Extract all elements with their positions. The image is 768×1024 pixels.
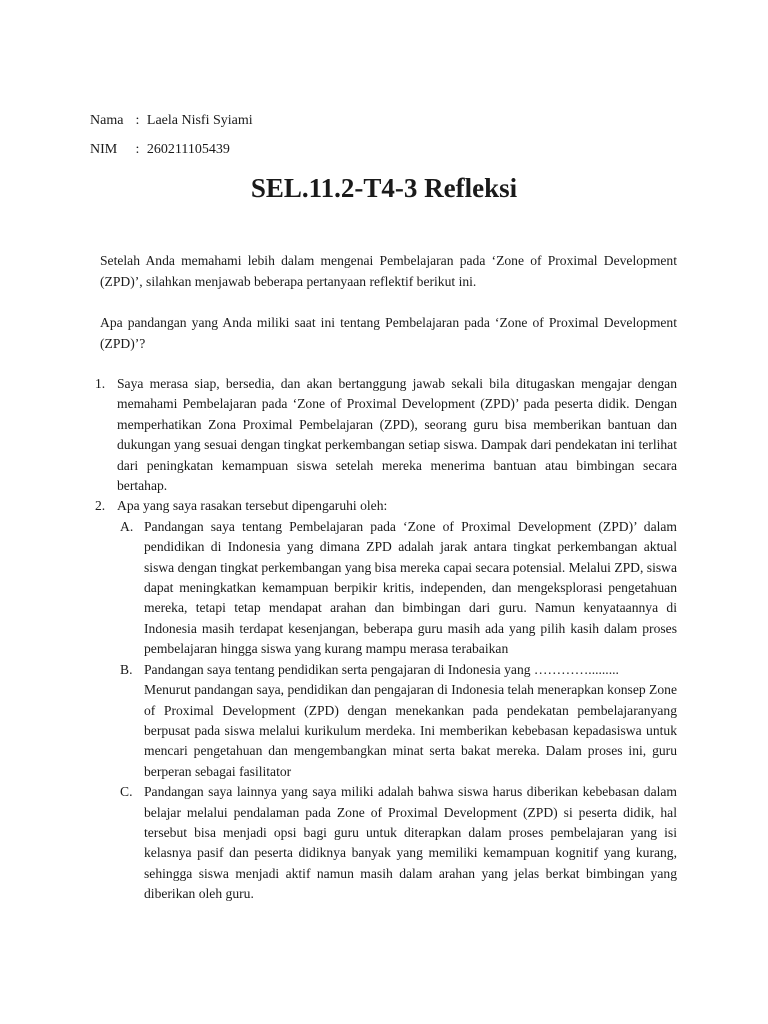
influence-text-a: Pandangan saya tentang Pembelajaran pada ‘Zone of Proximal Development (ZPD)’ dalam pendidikan di Indonesia yang dimana ZPD adalah jarak antara tingkat perkembangan aktual siswa dengan tingkat perkembangan yang bisa mereka capai secara potensial. Melalui ZPD, siswa dapat meningkatkan kemampuan berpikir kritis, independen, dan mengeksplorasi pengetahuan mereka, tetapi tetap mendapat arahan dan bimbingan dari guru. Namun kenyataannya di Indonesia masih terdapat kesenjangan, beberapa guru masih ada yang pilih kasih dalam proses pembelajaran hingga siswa yang kurang mampu merasa terabaikan xyxy=(144,518,678,657)
nim-value: 260211105439 xyxy=(146,142,230,157)
name-row xyxy=(90,112,253,130)
answer-text-1: Saya merasa siap, bersedia, dan akan bertanggung jawab sekali bila ditugaskan mengajar dengan memahami Pembelajaran pada ‘Zone of Proximal Development (ZPD)’ pada peserta didik. Dengan memperhatikan Zona Proximal Pembelajaran (ZPD), seorang guru bisa memberikan bantuan dan dukungan yang sesuai dengan tingkat perkembangan setiap siswa. Dampak dari pendekatan ini terlihat dari peningkatan kemampuan siswa setelah mereka menerima bantuan atau bimbingan secara bertahap. xyxy=(117,376,677,494)
influence-item-a xyxy=(117,517,677,660)
influence-marker-a: A. xyxy=(120,518,134,534)
influence-marker-c: C. xyxy=(120,784,133,800)
answer-item-1 xyxy=(95,374,677,496)
name-label: Nama xyxy=(90,113,124,128)
answer-list xyxy=(95,374,677,905)
nim-label: NIM xyxy=(90,142,118,157)
influence-list xyxy=(117,517,677,905)
question-paragraph: Apa pandangan yang Anda miliki saat ini tentang Pembelajaran pada ‘Zone of Proximal Development (ZPD)’? xyxy=(100,315,677,351)
influence-heading-b: Pandangan saya tentang pendidikan serta pengajaran di Indonesia yang …………......... xyxy=(144,661,619,677)
name-separator: : xyxy=(135,113,140,128)
influence-item-c xyxy=(117,782,677,904)
influence-text-b: Menurut pandangan saya, pendidikan dan pengajaran di Indonesia telah menerapkan konsep Zone of Proximal Development (ZPD) dengan menekankan pada pendekatan pembelajaranyang berpusat pada siswa melalui kurikulum merdeka. Ini memberikan kebebasan kepadasiswa untuk mencari pengetahuan dan mengembangkan minat serta bakat mereka. Dalam proses ini, guru berperan sebagai fasilitator xyxy=(144,682,677,779)
page-title: SEL.11.2-T4-3 Refleksi xyxy=(250,173,518,203)
answer-marker-1: 1. xyxy=(95,376,106,391)
answer-marker-2: 2. xyxy=(95,498,106,514)
answer-text-2: Apa yang saya rasakan tersebut dipengaruhi oleh: xyxy=(117,498,388,514)
name-value: Laela Nisfi Syiami xyxy=(146,113,253,128)
influence-text-c: Pandangan saya lainnya yang saya miliki adalah bahwa siswa harus diberikan kebebasan dalam belajar melalui pendalaman pada Zone of Proximal Development (ZPD) si peserta didik, hal tersebut bisa menjadi opsi bagi guru untuk diterapkan dalam proses pembelajaran yang isi kelasnya pasif dan peserta didiknya banyak yang memiliki kemampuan kognitif yang kurang, sehingga siswa menjadi aktif namun masih dalam arahan yang jelas berkat bimbingan yang diberikan oleh guru. xyxy=(144,784,677,902)
answer-item-2 xyxy=(95,496,677,904)
influence-marker-b: B. xyxy=(120,661,133,677)
influence-item-b xyxy=(117,660,677,782)
intro-paragraph: Setelah Anda memahami lebih dalam mengenai Pembelajaran pada ‘Zone of Proximal Development (ZPD)’, silahkan menjawab beberapa pertanyaan reflektif berikut ini. xyxy=(100,253,677,289)
nim-row xyxy=(90,141,230,159)
nim-separator: : xyxy=(135,142,140,157)
